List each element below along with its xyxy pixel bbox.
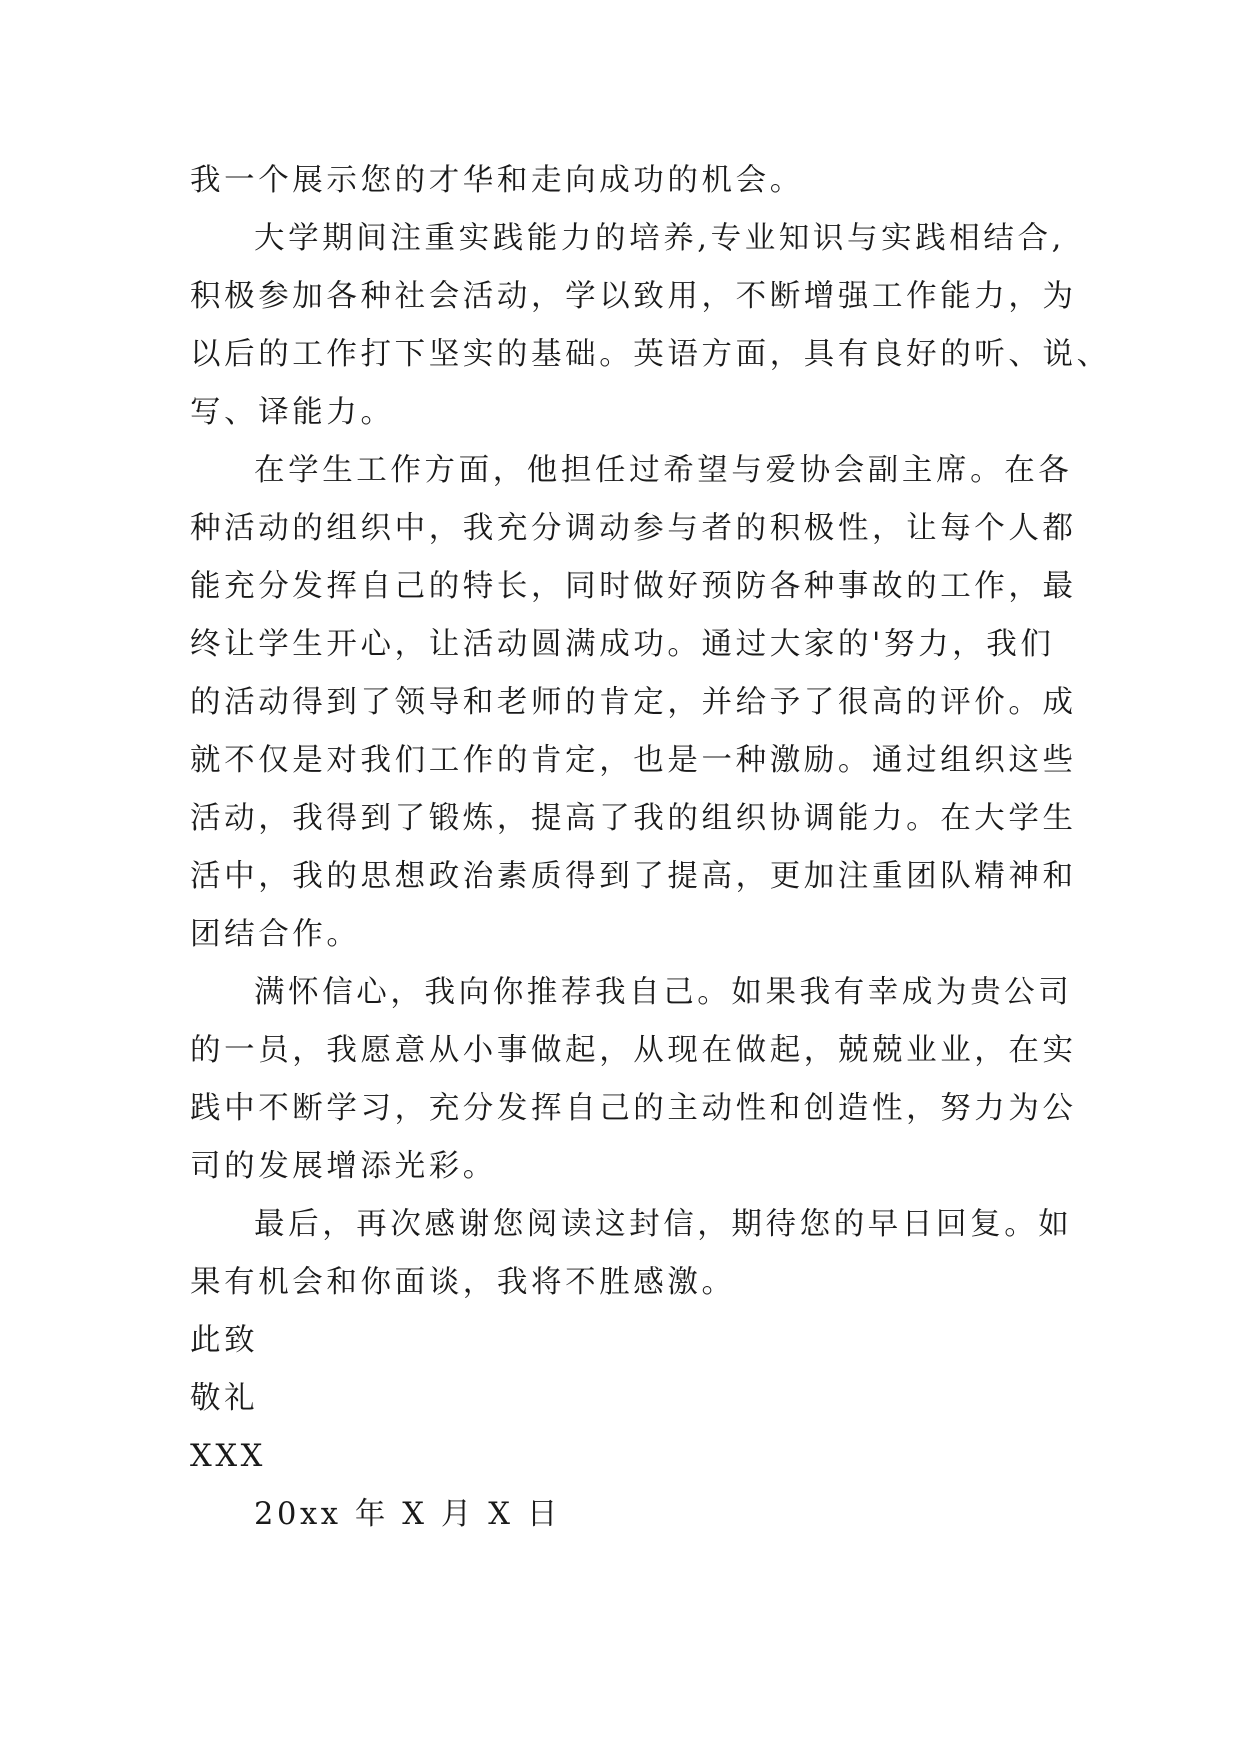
body-line: 我一个展示您的才华和走向成功的机会。 [190, 163, 804, 198]
body-line: 团结合作。 [190, 917, 361, 952]
body-line: 活动，我得到了锻炼，提高了我的组织协调能力。在大学生 [190, 801, 1077, 836]
body-line: 能充分发挥自己的特长，同时做好预防各种事故的工作，最 [190, 569, 1077, 604]
body-line: 践中不断学习，充分发挥自己的主动性和创造性，努力为公 [190, 1091, 1077, 1126]
body-line: 种活动的组织中，我充分调动参与者的积极性，让每个人都 [190, 511, 1077, 546]
letter-body [190, 152, 1111, 1544]
body-line: 司的发展增添光彩。 [190, 1149, 497, 1184]
signature-name: XXX [190, 1439, 266, 1474]
body-line: 最后，再次感谢您阅读这封信，期待您的早日回复。如 [254, 1207, 1073, 1242]
body-line: 满怀信心，我向你推荐我自己。如果我有幸成为贵公司 [254, 975, 1073, 1010]
body-line: 终让学生开心，让活动圆满成功。通过大家的'努力，我们 [190, 627, 1055, 662]
body-line: 以后的工作打下坚实的基础。英语方面，具有良好的听、说、 [190, 337, 1111, 372]
body-line: 的一员，我愿意从小事做起，从现在做起，兢兢业业，在实 [190, 1033, 1077, 1068]
body-line: 在学生工作方面，他担任过希望与爱协会副主席。在各 [254, 453, 1073, 488]
signature-date: 20xx 年 X 月 X 日 [254, 1497, 562, 1532]
body-line: 大学期间注重实践能力的培养,专业知识与实践相结合, [254, 221, 1065, 256]
body-line: 的活动得到了领导和老师的肯定，并给予了很高的评价。成 [190, 685, 1077, 720]
body-line: 写、译能力。 [190, 395, 395, 430]
body-line: 果有机会和你面谈，我将不胜感激。 [190, 1265, 736, 1300]
body-line: 就不仅是对我们工作的肯定，也是一种激励。通过组织这些 [190, 743, 1077, 778]
salutation-line: 敬礼 [190, 1381, 259, 1416]
body-line: 积极参加各种社会活动，学以致用，不断增强工作能力，为 [190, 279, 1077, 314]
salutation-line: 此致 [190, 1323, 259, 1358]
body-line: 活中，我的思想政治素质得到了提高，更加注重团队精神和 [190, 859, 1077, 894]
